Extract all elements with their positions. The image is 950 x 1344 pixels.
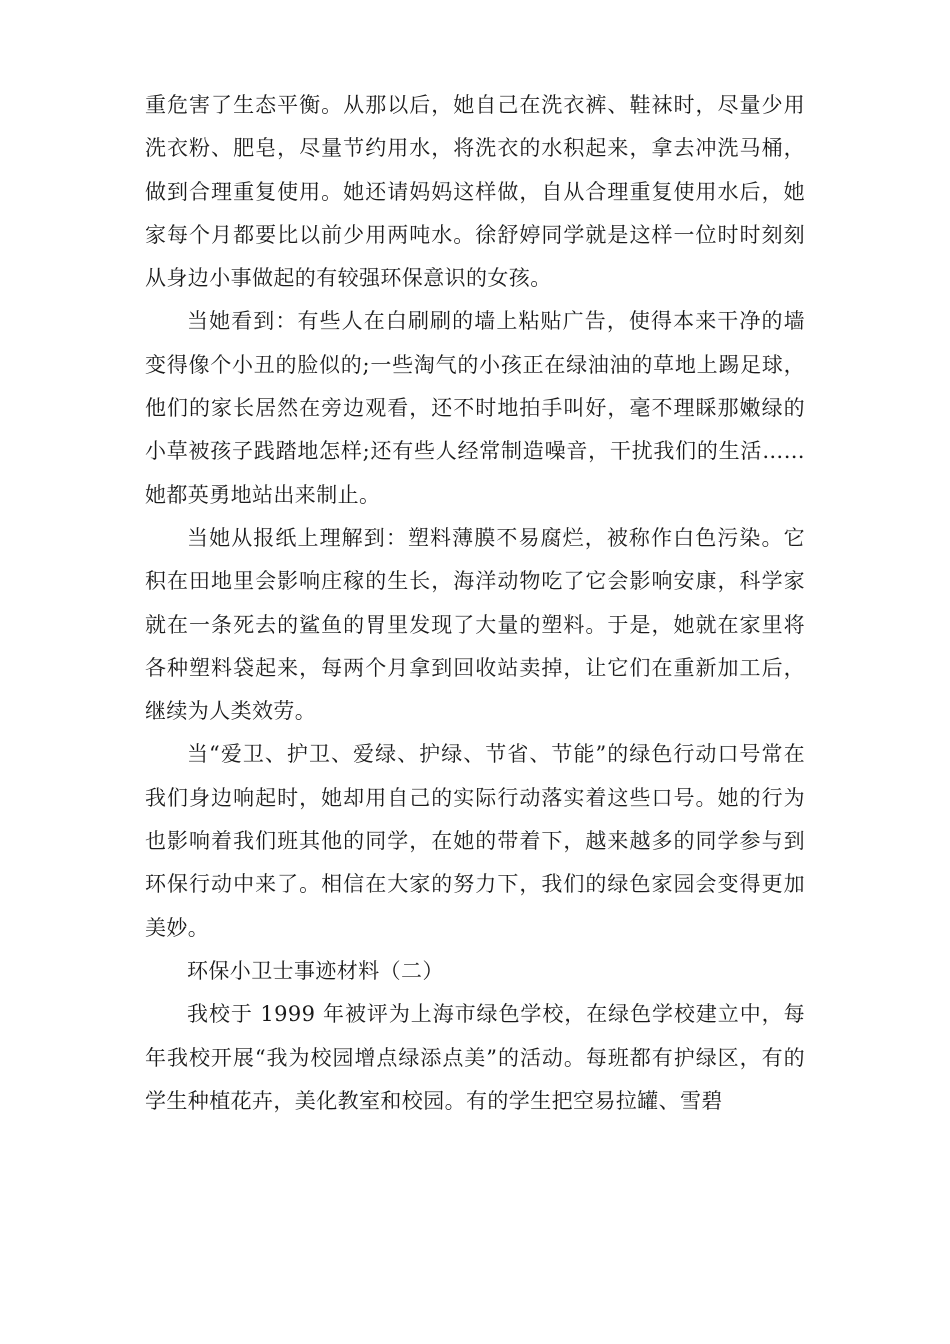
paragraph-green-slogan: 当“爱卫、护卫、爱绿、护绿、节省、节能”的绿色行动口号常在我们身边响起时，她却用自己的实际行动落实着这些口号。她的行为也影响着我们班其他的同学，在她的带着下，越来越多的同学参与到环保行动中来了。相信在大家的努力下，我们的绿色家园会变得更加美妙。 — [145, 742, 805, 940]
document-body — [145, 84, 805, 1123]
section-heading: 环保小卫士事迹材料（二） — [187, 958, 444, 983]
paragraph-green-school: 我校于 1999 年被评为上海市绿色学校，在绿色学校建立中，每年我校开展“我为校园增点绿添点美”的活动。每班都有护绿区，有的学生种植花卉，美化教室和校园。有的学生把空易拉罐、雪碧 — [145, 1002, 805, 1113]
paragraph-continuation: 重危害了生态平衡。从那以后，她自己在洗衣裤、鞋袜时，尽量少用洗衣粉、肥皂，尽量节约用水，将洗衣的水积起来，拿去冲洗马桶，做到合理重复使用。她还请妈妈这样做，自从合理重复使用水后，她家每个月都要比以前少用两吨水。徐舒婷同学就是这样一位时时刻刻从身边小事做起的有较强环保意识的女孩。 — [145, 93, 805, 291]
paragraph-plastic-film: 当她从报纸上理解到：塑料薄膜不易腐烂，被称作白色污染。它积在田地里会影响庄稼的生长，海洋动物吃了它会影响安康，科学家就在一条死去的鲨鱼的胃里发现了大量的塑料。于是，她就在家里将各种塑料袋起来，每两个月拿到回收站卖掉，让它们在重新加工后，继续为人类效劳。 — [145, 525, 805, 724]
paragraph-wall-and-lawn: 当她看到：有些人在白刷刷的墙上粘贴广告，使得本来干净的墙变得像个小丑的脸似的;一些淘气的小孩正在绿油油的草地上踢足球，他们的家长居然在旁边观看，还不时地拍手叫好，毫不理睬那嫩绿的小草被孩子践踏地怎样;还有些人经常制造噪音，干扰我们的生活……她都英勇地站出来制止。 — [145, 309, 805, 507]
